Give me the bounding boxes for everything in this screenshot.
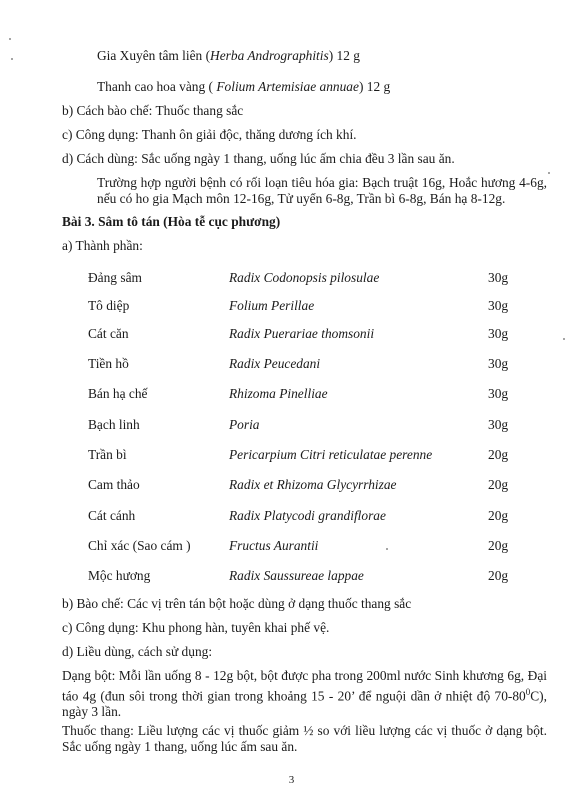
ingredient-qty: 20g xyxy=(488,447,509,462)
usage-line-2: c) Công dụng: Khu phong hàn, tuyên khai phế vệ. xyxy=(62,620,330,635)
ingredient-latin: Radix Puerariae thomsonii xyxy=(229,326,375,341)
ingredient-row xyxy=(88,538,518,556)
ingredient-row xyxy=(88,447,518,465)
ingredient-qty: 30g xyxy=(488,326,509,341)
ingredient-name: Đảng sâm xyxy=(88,270,142,285)
ingredient-name: Bạch linh xyxy=(88,417,140,432)
scan-speck xyxy=(386,548,388,550)
ingredient-latin: Radix Platycodi grandiflorae xyxy=(229,508,386,523)
ingredient-row xyxy=(88,356,518,374)
ingredient-latin: Fructus Aurantii xyxy=(229,538,319,553)
dosage-line: d) Cách dùng: Sắc uống ngày 1 thang, uống lúc ấm chia đều 3 lần sau ăn. xyxy=(62,151,455,166)
ingredient-qty: 30g xyxy=(488,386,509,401)
ingredient-latin: Radix Codonopsis pilosulae xyxy=(229,270,380,285)
ingredient-row xyxy=(88,568,518,586)
herb-line: Thanh cao hoa vàng ( Folium Artemisiae annuae) 12 g xyxy=(97,79,391,94)
powder-form: Dạng bột: Mỗi lần uống 8 - 12g bột, bột được pha trong 200ml nước Sinh khương 6g, Đại táo 4g (đun sôi trong thời gian trong khoảng 15 - 20’ để nguội dần ở nhiệt độ $70-80^0C$), ngày 3 lần. xyxy=(62,668,547,720)
ingredient-name: Cát cánh xyxy=(88,508,136,523)
ingredient-name: Tiền hồ xyxy=(88,356,129,371)
ingredient-name: Chỉ xác (Sao cám ) xyxy=(88,538,191,553)
ingredient-row xyxy=(88,477,518,495)
ingredient-name: Cam thảo xyxy=(88,477,140,492)
dosage-label: d) Liều dùng, cách sử dụng: xyxy=(62,644,213,659)
ingredient-row xyxy=(88,270,518,288)
page-number: 3 xyxy=(288,774,295,786)
ingredient-latin: Pericarpium Citri reticulatae perenne xyxy=(229,447,433,462)
ingredient-name: Trần bì xyxy=(88,447,127,462)
ingredient-qty: 20g xyxy=(488,538,509,553)
preparation-line: b) Cách bào chế: Thuốc thang sắc xyxy=(62,103,244,118)
ingredient-row xyxy=(88,386,518,404)
scan-speck xyxy=(9,38,11,40)
ingredient-name: Cát căn xyxy=(88,326,129,341)
ingredient-qty: 20g xyxy=(488,568,509,583)
ingredient-name: Mộc hương xyxy=(88,568,151,583)
decoction-form: Thuốc thang: Liều lượng các vị thuốc giảm ½ so với liều lượng các vị thuốc ở dạng bột. Sắc uống ngày 1 thang, uống lúc ấm sau ăn. xyxy=(62,723,547,754)
composition-label: a) Thành phần: xyxy=(62,238,143,253)
usage-line: c) Công dụng: Thanh ôn giải độc, thăng dương ích khí. xyxy=(62,127,357,142)
ingredient-row xyxy=(88,326,518,344)
ingredient-row xyxy=(88,417,518,435)
scan-speck xyxy=(563,338,565,340)
ingredient-latin: Radix et Rhizoma Glycyrrhizae xyxy=(229,477,397,492)
ingredient-latin: Radix Peucedani xyxy=(229,356,321,371)
ingredient-qty: 20g xyxy=(488,508,509,523)
ingredient-name: Tô diệp xyxy=(88,298,130,313)
preparation-line-2: b) Bào chế: Các vị trên tán bột hoặc dùng ở dạng thuốc thang sắc xyxy=(62,596,412,611)
ingredient-qty: 30g xyxy=(488,298,509,313)
lesson-title: Bài 3. Sâm tô tán (Hòa tễ cục phương) xyxy=(62,214,281,229)
scan-speck xyxy=(548,172,550,174)
ingredient-qty: 30g xyxy=(488,417,509,432)
ingredient-latin: Rhizoma Pinelliae xyxy=(229,386,328,401)
ingredient-row xyxy=(88,298,518,316)
scan-speck xyxy=(11,58,13,60)
ingredient-name: Bán hạ chế xyxy=(88,386,148,401)
ingredient-qty: 30g xyxy=(488,356,509,371)
ingredient-qty: 20g xyxy=(488,477,509,492)
herb-line: Gia Xuyên tâm liên (Herba Andrographitis) 12 g xyxy=(97,48,360,63)
digestive-note: Trường hợp người bệnh có rối loạn tiêu hóa gia: Bạch truật 16g, Hoắc hương 4-6g, nếu có ho gia Mạch môn 12-16g, Tử uyển 6-8g, Trần bì 6-8g, Bán hạ 8-12g. xyxy=(97,175,547,206)
ingredient-qty: 30g xyxy=(488,270,509,285)
ingredient-latin: Poria xyxy=(229,417,260,432)
ingredient-latin: Folium Perillae xyxy=(229,298,315,313)
ingredient-latin: Radix Saussureae lappae xyxy=(229,568,364,583)
ingredient-row xyxy=(88,508,518,526)
